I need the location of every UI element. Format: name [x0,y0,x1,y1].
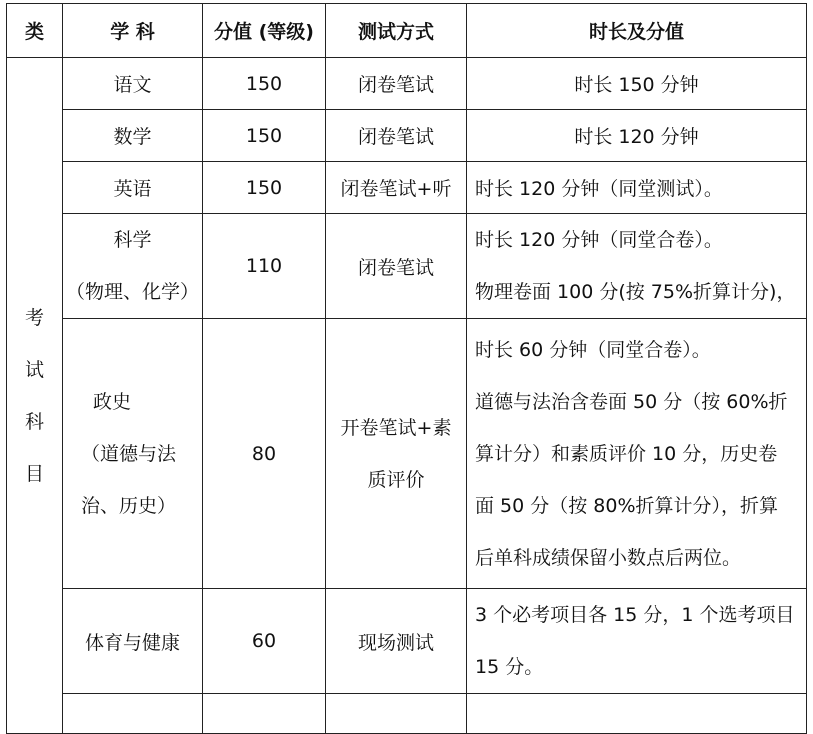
score-cell [203,694,326,734]
subject-cell: 语文 [63,58,203,110]
duration-line: 算计分）和素质评价 10 分，历史卷 [475,442,778,465]
subject-cell: 英语 [63,162,203,214]
method-cell: 现场测试 [326,589,467,694]
duration-cell [467,589,807,694]
duration-cell [467,694,807,734]
score-cell: 150 [203,162,326,214]
exam-table [6,3,807,734]
duration-line: 15 分。 [475,656,544,678]
table-row [7,319,807,589]
duration-line: 3 个必考项目各 15 分，1 个选考项目 [475,604,795,626]
subject-cell: 体育与健康 [63,589,203,694]
subject-line: 治、历史） [81,494,177,517]
table-row [7,589,807,694]
method-cell: 闭卷笔试+听 [326,162,467,214]
subject-cell [63,214,203,319]
table-row [7,110,807,162]
subject-line: （物理、化学） [65,281,199,303]
table-row [7,214,807,319]
table-row [7,694,807,734]
duration-cell: 时长 120 分钟（同堂测试）。 [467,162,807,214]
duration-cell: 时长 120 分钟 [467,110,807,162]
method-cell [326,319,467,589]
duration-line: 面 50 分（按 80%折算计分），折算 [475,494,779,517]
duration-line: 后单科成绩保留小数点后两位。 [475,546,742,569]
category-cell [7,58,63,734]
score-cell: 110 [203,214,326,319]
table-row [7,162,807,214]
score-cell: 60 [203,589,326,694]
header-score: 分值 (等级) [203,4,326,58]
duration-line: 道德与法治含卷面 50 分（按 60%折 [475,390,788,413]
method-line: 开卷笔试+素 [340,416,452,439]
method-cell [326,694,467,734]
method-cell: 闭卷笔试 [326,110,467,162]
score-cell: 150 [203,58,326,110]
table-row [7,58,807,110]
subject-cell [63,319,203,589]
duration-cell: 时长 150 分钟 [467,58,807,110]
header-row [7,4,807,58]
score-cell: 80 [203,319,326,589]
duration-line: 时长 120 分钟（同堂合卷）。 [475,229,723,251]
method-cell: 闭卷笔试 [326,58,467,110]
header-method: 测试方式 [326,4,467,58]
header-category: 类 [7,4,63,58]
category-label: 考试科目 [25,306,45,485]
method-line: 质评价 [367,468,425,491]
method-cell: 闭卷笔试 [326,214,467,319]
header-duration: 时长及分值 [467,4,807,58]
score-cell: 150 [203,110,326,162]
duration-cell [467,319,807,589]
duration-cell [467,214,807,319]
subject-line: （道德与法 [81,442,177,465]
subject-cell [63,694,203,734]
subject-cell: 数学 [63,110,203,162]
subject-line: 科学 [113,229,152,251]
duration-line: 时长 60 分钟（同堂合卷）。 [475,338,711,361]
subject-line: 政史 [93,390,132,413]
duration-line: 物理卷面 100 分(按 75%折算计分)， [475,281,796,303]
header-subject: 学 科 [63,4,203,58]
